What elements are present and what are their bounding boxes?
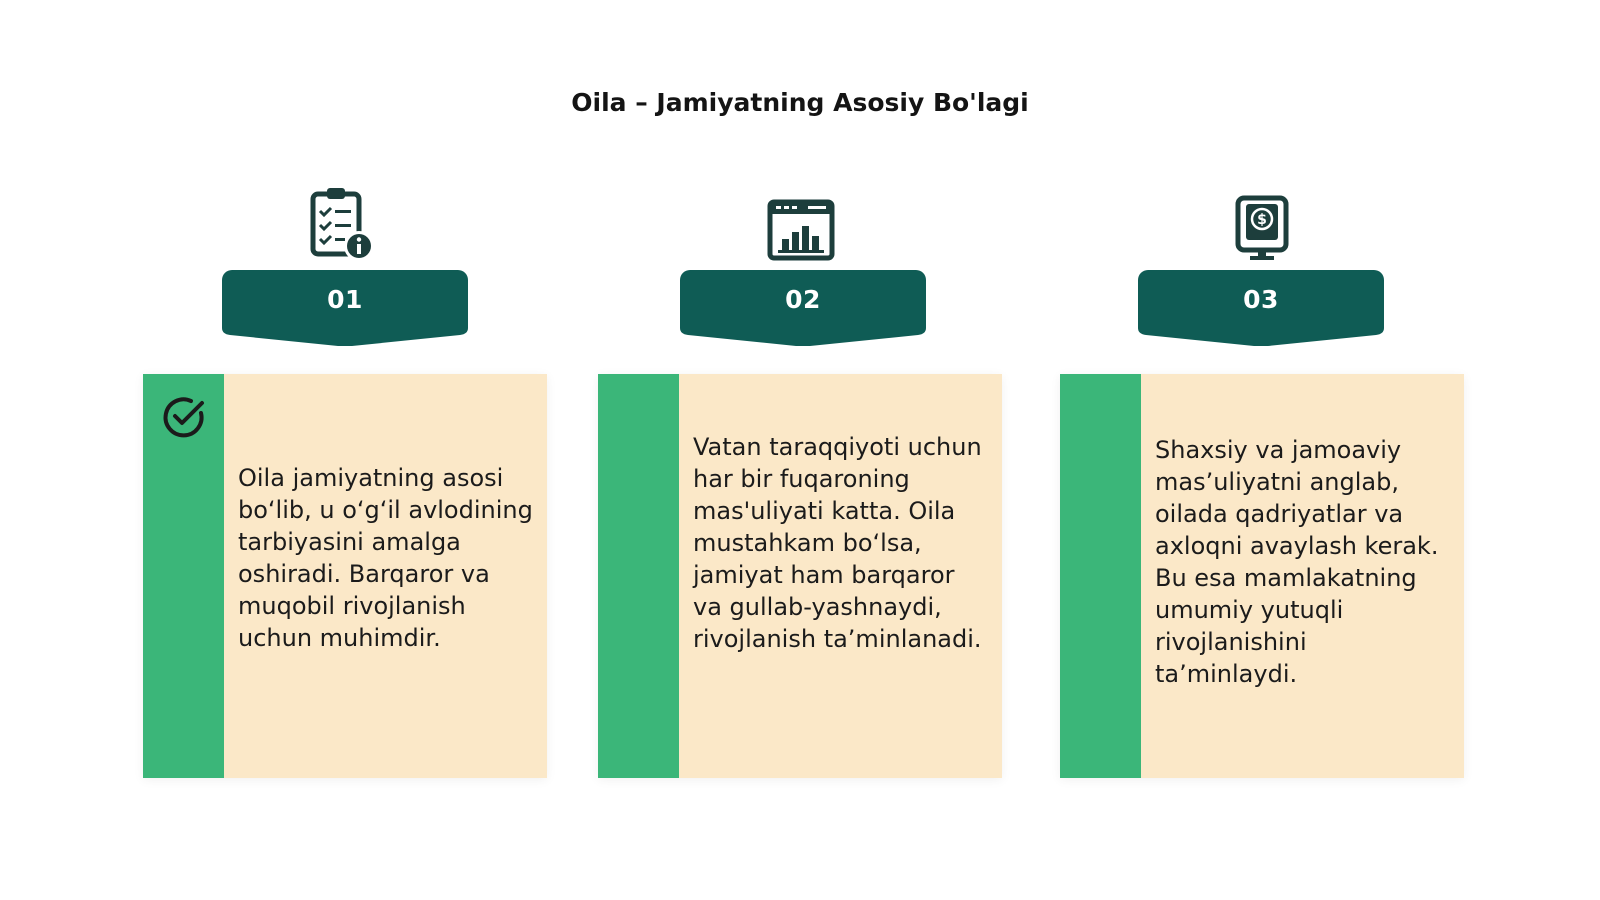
panel-accent-bar (143, 374, 224, 778)
dollar-monitor-icon (1222, 192, 1302, 272)
info-panel-02 (598, 374, 1002, 778)
check-circle-icon (161, 394, 207, 440)
step-badge-03 (1138, 270, 1384, 346)
panel-accent-bar (1060, 374, 1141, 778)
clipboard-checklist-info-icon (305, 186, 385, 266)
panel-accent-bar (598, 374, 679, 778)
page-title: Oila – Jamiyatning Asosiy Bo'lagi (571, 88, 1029, 117)
step-number: 01 (327, 285, 363, 314)
panel-text: Oila jamiyatning asosi bo‘lib, u o‘g‘il avlodining tarbiyasini amalga oshiradi. Barqaror va muqobil rivojlanish uchun muhimdir. (238, 464, 533, 652)
step-number: 02 (785, 285, 821, 314)
info-panel-03 (1060, 374, 1464, 778)
step-badge-02 (680, 270, 926, 346)
panel-text: Vatan taraqqiyoti uchun har bir fuqaroning mas'uliyati katta. Oila mustahkam bo‘lsa, jamiyat ham barqaror va gullab-yashnaydi, rivojlanish ta’minlanadi. (693, 433, 982, 653)
svg-text:$: $ (1257, 212, 1267, 228)
step-number: 03 (1243, 285, 1279, 314)
panel-text: Shaxsiy va jamoaviy mas’uliyatni anglab, oilada qadriyatlar va axloqni avaylash kerak. Bu esa mamlakatning umumiy yutuqli rivojlanishini ta’minlaydi. (1155, 436, 1439, 688)
chart-window-icon (760, 192, 840, 272)
step-badge-01 (222, 270, 468, 346)
info-panel-01 (143, 374, 547, 778)
